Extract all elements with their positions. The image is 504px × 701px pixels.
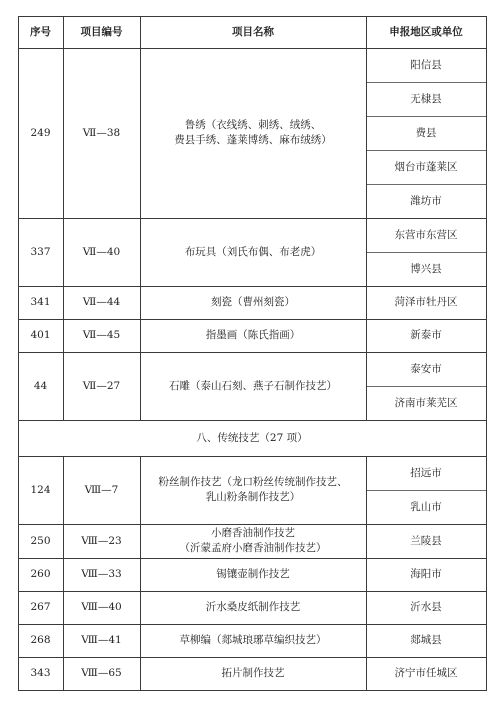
header-region: 申报地区或单位 [389,25,463,38]
project-name-cell [140,624,366,657]
column-divider [366,48,367,219]
column-divider [486,524,487,559]
project-name [169,379,337,394]
project-name [180,633,327,648]
project-code: Ⅶ—45 [82,329,121,341]
column-divider [366,16,367,49]
column-divider [366,657,367,691]
project-code: Ⅶ—38 [82,126,121,139]
region-divider [366,386,486,387]
column-divider [63,218,64,287]
project-name [206,600,301,615]
column-divider [486,420,487,457]
region-divider [366,116,486,117]
region-cell: 兰陵县 [410,534,442,547]
project-code: Ⅷ—40 [81,601,122,613]
project-name-line: 锡镶壶制作技艺 [216,568,290,580]
project-name [216,567,290,582]
column-divider [486,624,487,658]
project-code: Ⅶ—27 [82,379,121,392]
column-divider [18,218,19,287]
section-title: 八、传统技艺（27 项） [196,431,308,444]
row-divider [18,286,487,287]
column-divider [63,352,64,421]
column-divider [63,591,64,625]
column-divider [140,524,141,559]
column-divider [63,558,64,592]
project-code: Ⅷ—41 [81,634,122,646]
project-name-cell [140,657,366,690]
project-name-line: 指墨画（陈氏指画） [205,329,301,341]
column-divider [140,48,141,219]
column-divider [140,352,141,421]
serial-number: 341 [30,296,51,308]
region-cell: 乳山市 [410,500,442,513]
region-cell: 沂水县 [410,601,442,613]
project-name-line: 乳山粉条制作技艺） [205,491,301,503]
row-divider [18,624,487,625]
project-name-cell [140,591,366,624]
region-cell: 郯城县 [410,634,442,646]
region-cell: 烟台市蓬莱区 [394,160,458,173]
column-divider [140,558,141,592]
region-cell: 费县 [415,126,437,139]
project-name-cell [140,48,366,218]
serial-number: 267 [30,601,51,613]
column-divider [486,319,487,353]
project-name-line: 石雕（泰山石刻、燕子石制作技艺） [169,379,337,392]
column-divider [140,591,141,625]
column-divider [486,456,487,525]
project-name-line: 沂水桑皮纸制作技艺 [205,601,301,613]
column-divider [140,16,141,49]
column-divider [63,286,64,320]
column-divider [140,286,141,320]
region-cell: 泰安市 [410,362,442,375]
column-divider [366,286,367,320]
region-divider [366,184,486,185]
row-divider [18,420,487,421]
project-name-line: 刻瓷（曹州刻瓷） [211,296,295,308]
project-name-line: 费县手绣、蓬莱博绣、麻布绒绣） [174,134,332,146]
column-divider [63,319,64,353]
region-cell: 阳信县 [410,58,442,71]
column-divider [366,352,367,421]
serial-number: 337 [30,245,51,258]
column-divider [18,657,19,691]
row-divider [18,558,487,559]
row-divider [18,456,487,457]
serial-number: 343 [30,667,51,679]
project-name [174,118,332,148]
column-divider [18,624,19,658]
region-cell: 潍坊市 [410,194,442,207]
project-name-cell [140,286,366,319]
project-name [206,328,301,343]
column-divider [18,352,19,421]
column-divider [486,48,487,219]
column-divider [486,286,487,320]
project-code: Ⅷ—65 [81,667,122,679]
project-name [180,526,327,556]
row-divider [18,524,487,525]
column-divider [366,624,367,658]
region-cell: 无棣县 [410,92,442,105]
serial-number: 44 [33,379,48,392]
project-code: Ⅶ—40 [82,245,121,258]
project-code: Ⅷ—33 [81,568,122,580]
column-divider [63,657,64,691]
column-divider [63,624,64,658]
region-divider [366,252,486,253]
project-name-line: 粉丝制作技艺（龙口粉丝传统制作技艺、 [158,476,348,488]
column-divider [18,48,19,219]
project-code: Ⅶ—44 [82,296,121,308]
project-name-cell [140,319,366,352]
project-name-line: 鲁绣（衣线绣、刺绣、绒绣、 [184,119,322,131]
column-divider [486,657,487,691]
header-serial: 序号 [30,25,51,38]
project-name-line: 小磨香油制作技艺 [211,527,295,539]
row-divider [18,218,487,219]
row-divider [18,352,487,353]
region-cell: 东营市东营区 [394,228,458,241]
project-name-cell [140,218,366,286]
column-divider [18,286,19,320]
project-name-line: 草柳编（郯城琅琊草编织技艺） [179,634,327,646]
column-divider [366,591,367,625]
serial-number: 268 [30,634,51,646]
region-cell: 新泰市 [410,329,442,341]
column-divider [63,16,64,49]
serial-number: 249 [30,126,51,139]
region-cell: 招远市 [410,466,442,479]
column-divider [18,319,19,353]
project-name [185,245,322,260]
row-divider [18,319,487,320]
column-divider [366,524,367,559]
column-divider [140,319,141,353]
column-divider [140,456,141,525]
column-divider [18,591,19,625]
column-divider [486,558,487,592]
project-name-line: 拓片制作技艺 [221,667,285,679]
serial-number: 260 [30,568,51,580]
column-divider [486,218,487,287]
column-divider [63,456,64,525]
column-divider [366,558,367,592]
column-divider [140,218,141,287]
row-divider [18,690,487,691]
row-divider [18,48,487,49]
column-divider [366,218,367,287]
row-divider [18,657,487,658]
column-divider [140,624,141,658]
project-name-cell [140,524,366,558]
column-divider [18,524,19,559]
column-divider [63,48,64,219]
project-name [211,295,295,310]
column-divider [18,420,19,457]
project-code: Ⅷ—7 [84,483,119,496]
row-divider [18,16,487,17]
project-name-cell [140,558,366,591]
region-cell: 博兴县 [410,262,442,275]
region-cell: 海阳市 [410,568,442,580]
column-divider [140,657,141,691]
column-divider [366,319,367,353]
column-divider [18,456,19,525]
column-divider [366,456,367,525]
row-divider [18,591,487,592]
header-code: 项目编号 [80,25,123,38]
region-divider [366,490,486,491]
serial-number: 401 [30,329,51,341]
project-name-cell [140,352,366,420]
header-name: 项目名称 [232,25,274,38]
project-name-line: （沂蒙孟府小磨香油制作技艺） [179,542,327,554]
column-divider [18,558,19,592]
region-divider [366,150,486,151]
region-cell: 济南市莱芜区 [394,396,458,409]
column-divider [63,524,64,559]
column-divider [18,16,19,49]
project-code: Ⅷ—23 [81,534,122,547]
column-divider [486,352,487,421]
project-name [222,666,285,681]
project-name [159,475,348,505]
serial-number: 124 [30,483,51,496]
column-divider [486,16,487,49]
region-cell: 济宁市任城区 [394,667,458,679]
region-cell: 菏泽市牡丹区 [394,296,458,308]
serial-number: 250 [30,534,51,547]
column-divider [486,591,487,625]
project-name-cell [140,456,366,524]
project-name-line: 布玩具（刘氏布偶、布老虎） [184,245,322,258]
region-divider [366,82,486,83]
